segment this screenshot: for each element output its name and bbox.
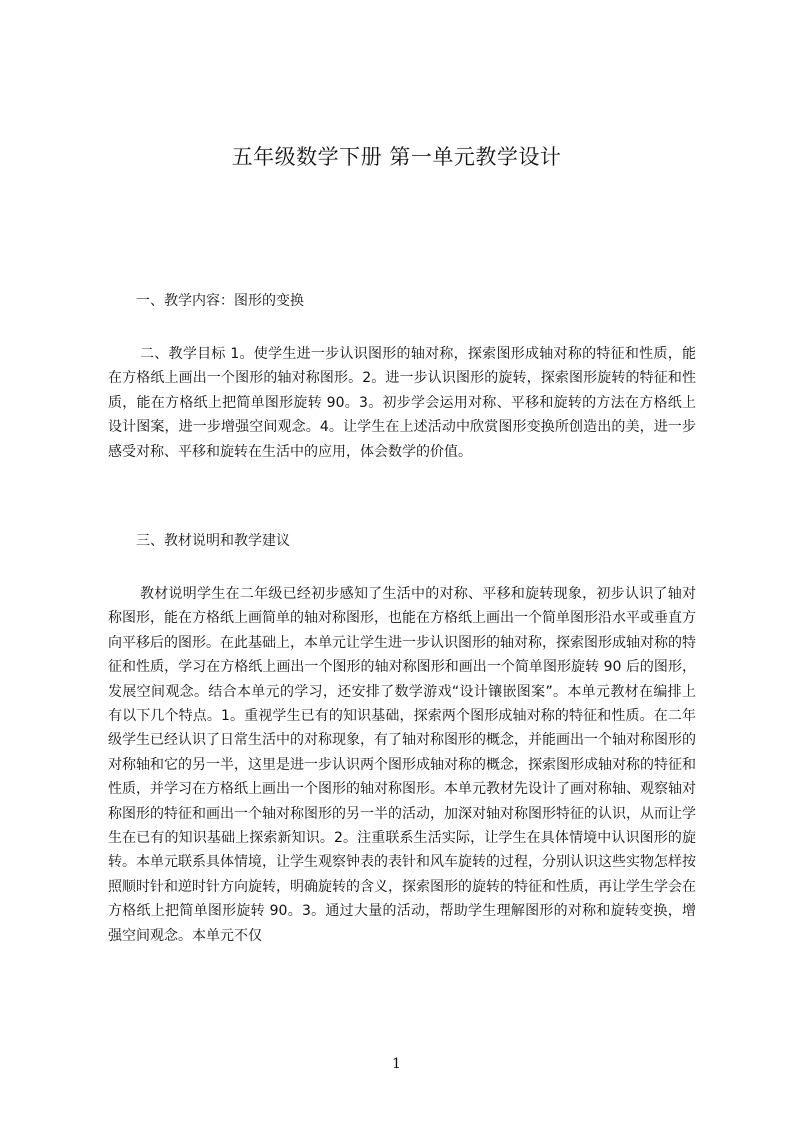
- section-heading-content: 一、教学内容：图形的变换: [136, 293, 304, 309]
- section-heading-materials: 三、教材说明和教学建议: [136, 533, 290, 549]
- teaching-goals-paragraph: 二、教学目标 1。使学生进一步认识图形的轴对称，探索图形成轴对称的特征和性质，能在方格纸上画出一个图形的轴对称图形。2。进一步认识图形的旋转，探索图形旋转的特征和性质，能在方格纸上把简单图形旋转 90。3。初步学会运用对称、平移和旋转的方法在方格纸上设计图案，进一步增强空间观念。4。让学生在上述活动中欣赏图形变换所创造出的美，进一步感受对称、平移和旋转在生活中的应用，体会数学的价值。: [108, 346, 696, 460]
- materials-description-paragraph: 教材说明学生在二年级已经初步感知了生活中的对称、平移和旋转现象，初步认识了轴对称图形，能在方格纸上画简单的轴对称图形，也能在方格纸上画出一个简单图形沿水平或垂直方向平移后的图形。在此基础上，本单元让学生进一步认识图形的轴对称，探索图形成轴对称的特征和性质，学习在方格纸上画出一个图形的轴对称图形和画出一个简单图形旋转 90 后的图形，发展空间观念。结合本单元的学习，还安排了数学游戏“设计镶嵌图案”。本单元教材在编排上有以下几个特点。1。重视学生已有的知识基础，探索两个图形成轴对称的特征和性质。在二年级学生已经认识了日常生活中的对称现象，有了轴对称图形的概念，并能画出一个轴对称图形的对称轴和它的另一半，这里是进一步认识两个图形成轴对称的概念，探索图形成轴对称的特征和性质，并学习在方格纸上画出一个图形的轴对称图形。本单元教材先设计了画对称轴、观察轴对称图形的特征和画出一个轴对称图形的另一半的活动，加深对轴对称图形特征的认识，从而让学生在已有的知识基础上探索新知识。2。注重联系生活实际，让学生在具体情境中认识图形的旋转。本单元联系具体情境，让学生观察钟表的表针和风车旋转的过程，分别认识这些实物怎样按照顺时针和逆时针方向旋转，明确旋转的含义，探索图形的旋转的特征和性质，再让学生学会在方格纸上把简单图形旋转 90。3。通过大量的活动，帮助学生理解图形的对称和旋转变换，增强空间观念。本单元不仅: [108, 586, 696, 944]
- page-title: 五年级数学下册 第一单元教学设计: [231, 145, 562, 169]
- page-number: 1: [392, 1056, 401, 1072]
